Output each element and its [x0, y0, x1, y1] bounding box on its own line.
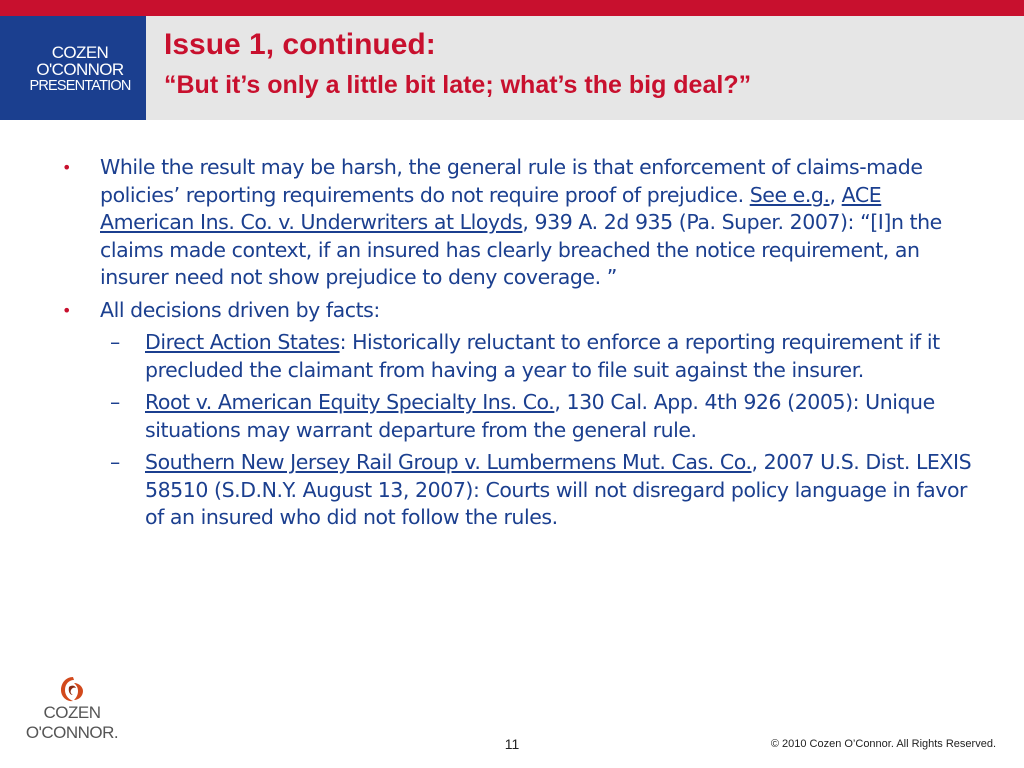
footer-logo-line-1: COZEN — [43, 703, 101, 722]
bullet-text-intro: While the result may be harsh, the general rule is that enforcement of claims-made policies’ reporting requirements do not require proof of prejudice. — [100, 155, 923, 207]
ace-case-citation: ACE American Ins. Co. v. Underwriters at Lloyds — [100, 182, 882, 234]
bullet-item-facts — [55, 297, 975, 325]
bullet-marker: • — [62, 300, 71, 320]
bullet-list — [55, 154, 975, 324]
sub-item-text: , 2007 U.S. Dist. LEXIS 58510 (S.D.N.Y. August 13, 2007): Courts will not disregard policy language in favor of an insured who did not follow the rules. — [145, 450, 972, 529]
sub-item-root-case — [55, 389, 975, 444]
bullet-item-general-rule — [55, 154, 975, 292]
title-band — [0, 16, 1024, 120]
dash-marker: – — [110, 390, 120, 414]
sub-item-text: : Historically reluctant to enforce a reporting requirement if it precluded the claimant from having a year to file suit against the insurer. — [145, 330, 940, 382]
header-logo-line-3: PRESENTATION — [29, 78, 131, 94]
slide-content — [55, 154, 975, 537]
footer-logo-line-2: O'CONNOR. — [25, 723, 119, 742]
slide-title: Issue 1, continued: — [164, 28, 436, 61]
see-eg-citation: See e.g. — [749, 182, 830, 207]
bullet-text-rest: , 939 A. 2d 935 (Pa. Super. 2007): “[I]n the claims made context, if an insured has clearly breached the notice requirement, an insurer need not show prejudice to deny coverage. ” — [100, 210, 942, 289]
header-logo-line-1: COZEN — [51, 43, 109, 62]
sub-bullet-list — [55, 329, 975, 532]
dash-marker: – — [110, 450, 120, 474]
bullet-text: All decisions driven by facts: — [100, 297, 380, 322]
page-number: 11 — [504, 736, 520, 752]
copyright-notice: © 2010 Cozen O’Connor. All Rights Reserved. — [770, 738, 996, 750]
slide-subtitle: “But it’s only a little bit late; what’s the big deal?” — [164, 71, 752, 99]
sub-item-direct-action-states — [55, 329, 975, 384]
cozen-mark-icon — [57, 674, 87, 704]
header-logo — [0, 16, 146, 120]
bullet-marker: • — [62, 158, 71, 177]
root-case-citation: Root v. American Equity Specialty Ins. Co. — [145, 390, 555, 414]
sub-item-text: , 130 Cal. App. 4th 926 (2005): Unique situations may warrant departure from the general rule. — [145, 390, 935, 442]
footer-logo — [24, 674, 120, 754]
sub-item-southern-nj-case — [55, 449, 975, 532]
dash-marker: – — [110, 330, 120, 354]
southern-nj-case-citation: Southern New Jersey Rail Group v. Lumbermens Mut. Cas. Co. — [145, 450, 752, 474]
direct-action-states-citation: Direct Action States — [145, 330, 340, 354]
header-logo-line-2: O'CONNOR — [36, 60, 124, 79]
top-accent-bar — [0, 0, 1024, 16]
citation-separator: , — [829, 182, 842, 207]
